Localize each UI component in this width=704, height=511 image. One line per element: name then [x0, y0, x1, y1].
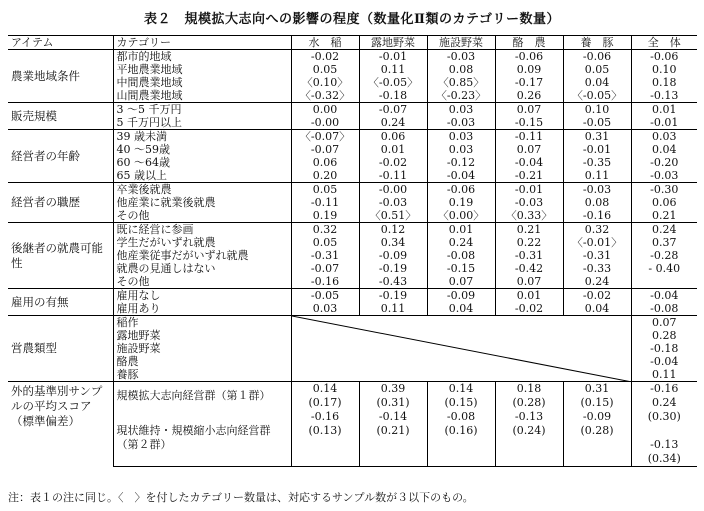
category-label: 40 〜59歳 [113, 143, 291, 156]
value-cell: -0.15 [495, 116, 563, 130]
value-cell: -0.03 [427, 50, 495, 64]
value-cell: -0.08 [631, 302, 697, 316]
diagonal-line [292, 316, 632, 382]
value-cell: 〈0.85〉 [427, 76, 495, 89]
value-cell: -0.11 [291, 196, 359, 209]
category-label: 就農の見通しはない [113, 262, 291, 275]
value-cell: -0.42 [495, 262, 563, 275]
value-cell: 0.05 [291, 63, 359, 76]
category-label: 既に経営に参画 [113, 223, 291, 237]
value-cell: 0.11 [359, 302, 427, 316]
value-cell: -0.08 [427, 249, 495, 262]
value-cell: 0.11 [359, 63, 427, 76]
header-pig: 養 豚 [563, 36, 631, 50]
value-cell [427, 410, 495, 467]
value-cell: - 0.40 [631, 262, 697, 275]
score-mean: -0.16 [310, 410, 340, 423]
table-note: 注：表１の注に同じ。〈 〉を付したカテゴリー数量は、対応するサンプル数が３以下のもの。 [8, 491, 474, 504]
value-cell: -0.01 [563, 143, 631, 156]
item-label: 雇用の有無 [8, 289, 113, 316]
header-item: アイテム [8, 36, 113, 50]
value-cell: -0.06 [563, 50, 631, 64]
score-mean: 0.14 [312, 382, 338, 395]
value-cell: 0.26 [495, 89, 563, 103]
value-cell: -0.28 [631, 249, 697, 262]
value-cell: 0.34 [359, 236, 427, 249]
value-cell: -0.00 [291, 116, 359, 130]
category-label: 学生だがいずれ就農 [113, 236, 291, 249]
value-cell: 0.04 [631, 143, 697, 156]
value-cell: -0.05 [563, 116, 631, 130]
value-cell: 0.01 [359, 143, 427, 156]
value-cell: -0.02 [495, 302, 563, 316]
category-label: 雇用あり [113, 302, 291, 316]
value-cell [359, 382, 427, 411]
value-cell [563, 382, 631, 411]
category-label: 山間農業地域 [113, 89, 291, 103]
score-sd: (0.24) [512, 424, 546, 437]
category-label: 施設野菜 [113, 342, 291, 355]
category-label: その他 [113, 275, 291, 289]
category-label: 60 〜64歳 [113, 156, 291, 169]
value-cell: 〈-0.32〉 [291, 89, 359, 103]
value-cell: 0.07 [427, 275, 495, 289]
value-cell: -0.06 [631, 50, 697, 64]
item-label: 経営者の年齢 [8, 130, 113, 183]
score-mean: -0.08 [446, 410, 476, 423]
value-cell: 0.06 [359, 130, 427, 144]
value-cell: -0.09 [359, 249, 427, 262]
value-cell: -0.07 [291, 262, 359, 275]
value-cell: 〈-0.05〉 [359, 76, 427, 89]
score-sd: (0.21) [376, 424, 410, 437]
table-row [8, 50, 697, 64]
value-cell: 0.06 [631, 196, 697, 209]
table-row [8, 103, 697, 117]
item-label: 営農類型 [8, 316, 113, 382]
value-cell: -0.16 [563, 209, 631, 223]
value-cell: 0.32 [563, 223, 631, 237]
item-label: 農業地域条件 [8, 50, 113, 103]
category-label: 現状維持・規模縮小志向経営群（第２群） [113, 410, 291, 467]
value-cell: -0.15 [427, 262, 495, 275]
value-cell: 0.19 [291, 209, 359, 223]
value-cell: 0.21 [631, 209, 697, 223]
score-total: -0.13 [650, 438, 679, 451]
value-cell: 〈0.51〉 [359, 209, 427, 223]
value-cell: -0.18 [359, 89, 427, 103]
header-dairy: 酪 農 [495, 36, 563, 50]
value-cell: 0.01 [495, 289, 563, 303]
value-cell: 0.21 [495, 223, 563, 237]
value-cell: -0.01 [495, 183, 563, 197]
value-cell: -0.11 [359, 169, 427, 183]
item-label: 外的基準別サンプルの平均スコア（標準偏差） [8, 382, 113, 467]
value-cell: 〈-0.01〉 [563, 236, 631, 249]
header-greenhouse-vegetables: 施設野菜 [427, 36, 495, 50]
value-cell: -0.16 [291, 275, 359, 289]
score-mean: -0.14 [378, 410, 408, 423]
value-cell: 0.18 [631, 76, 697, 89]
value-cell: 0.00 [291, 103, 359, 117]
category-label: 他産業従事だがいずれ就農 [113, 249, 291, 262]
value-cell [359, 410, 427, 467]
item-label: 後継者の就農可能性 [8, 223, 113, 289]
score-mean: 0.18 [516, 382, 542, 395]
value-cell [631, 410, 697, 467]
value-cell: -0.04 [631, 355, 697, 368]
value-cell: 0.24 [631, 223, 697, 237]
value-cell: 0.08 [563, 196, 631, 209]
value-cell: -0.03 [631, 169, 697, 183]
category-label: 酪農 [113, 355, 291, 368]
value-cell: -0.06 [427, 183, 495, 197]
value-cell [631, 275, 697, 289]
item-label: 販売規模 [8, 103, 113, 130]
value-cell: 〈-0.23〉 [427, 89, 495, 103]
value-cell: -0.19 [359, 289, 427, 303]
value-cell [631, 382, 697, 411]
value-cell: -0.31 [495, 249, 563, 262]
value-cell: 0.01 [427, 223, 495, 237]
score-total: -0.16 [650, 382, 679, 395]
value-cell: 0.06 [291, 156, 359, 169]
category-label: 露地野菜 [113, 329, 291, 342]
value-cell: -0.12 [427, 156, 495, 169]
score-mean: -0.13 [514, 410, 544, 423]
score-sd: (0.15) [580, 396, 614, 409]
value-cell [495, 382, 563, 411]
table-body [8, 50, 697, 467]
value-cell: -0.07 [359, 103, 427, 117]
value-cell: -0.11 [495, 130, 563, 144]
value-cell: 0.07 [631, 316, 697, 330]
value-cell: 0.28 [631, 329, 697, 342]
value-cell: -0.31 [291, 249, 359, 262]
category-label: 規模拡大志向経営群（第１群） [113, 382, 291, 411]
value-cell: 0.37 [631, 236, 697, 249]
value-cell: 0.01 [631, 103, 697, 117]
score-mean: 0.39 [380, 382, 406, 395]
value-cell: 0.10 [563, 103, 631, 117]
value-cell: 0.09 [495, 63, 563, 76]
value-cell: -0.01 [359, 50, 427, 64]
value-cell: -0.13 [631, 89, 697, 103]
value-cell: 0.32 [291, 223, 359, 237]
value-cell: -0.04 [427, 169, 495, 183]
category-label: 雇用なし [113, 289, 291, 303]
value-cell: 0.20 [291, 169, 359, 183]
score-sd: (0.28) [512, 396, 546, 409]
value-cell: -0.03 [563, 183, 631, 197]
value-cell: 0.19 [427, 196, 495, 209]
value-cell: -0.03 [495, 196, 563, 209]
score-mean: 0.31 [584, 382, 610, 395]
value-cell: -0.03 [427, 116, 495, 130]
table-row [8, 382, 697, 411]
category-label: 都市的地域 [113, 50, 291, 64]
table-row [8, 183, 697, 197]
value-cell: -0.06 [495, 50, 563, 64]
value-cell: -0.05 [291, 289, 359, 303]
value-cell: -0.43 [359, 275, 427, 289]
value-cell [427, 382, 495, 411]
score-mean: 0.14 [448, 382, 474, 395]
score-total: 0.24 [652, 396, 677, 409]
score-sd: (0.13) [308, 424, 342, 437]
value-cell: 0.31 [563, 130, 631, 144]
value-cell: 〈-0.07〉 [291, 130, 359, 144]
table-row [8, 289, 697, 303]
value-cell: -0.01 [631, 116, 697, 130]
value-cell: -0.31 [563, 249, 631, 262]
value-cell: -0.17 [495, 76, 563, 89]
no-data-area [291, 316, 631, 382]
category-label: 39 歳未満 [113, 130, 291, 144]
value-cell: 0.07 [495, 143, 563, 156]
value-cell: 0.03 [427, 130, 495, 144]
score-total: (0.30) [647, 410, 681, 423]
table-header [8, 36, 697, 50]
value-cell [291, 410, 359, 467]
item-label: 経営者の職歴 [8, 183, 113, 223]
value-cell: -0.07 [291, 143, 359, 156]
value-cell: 0.10 [631, 63, 697, 76]
value-cell: -0.03 [359, 196, 427, 209]
table-row [8, 130, 697, 144]
category-label: 5 千万円以上 [113, 116, 291, 130]
value-cell: -0.04 [495, 156, 563, 169]
score-sd: (0.28) [580, 424, 614, 437]
value-cell: 0.03 [427, 103, 495, 117]
value-cell: 0.07 [495, 103, 563, 117]
score-sd: (0.31) [376, 396, 410, 409]
value-cell: 0.03 [427, 143, 495, 156]
value-cell: 0.12 [359, 223, 427, 237]
value-cell: -0.20 [631, 156, 697, 169]
value-cell: 0.03 [631, 130, 697, 144]
value-cell: 0.07 [495, 275, 563, 289]
value-cell: -0.09 [427, 289, 495, 303]
category-label: 養豚 [113, 368, 291, 382]
category-label: 中間農業地域 [113, 76, 291, 89]
category-label: 3 〜5 千万円 [113, 103, 291, 117]
value-cell: 0.08 [427, 63, 495, 76]
value-cell [495, 410, 563, 467]
category-label: 他産業に就業後就農 [113, 196, 291, 209]
value-cell: 〈-0.05〉 [563, 89, 631, 103]
value-cell: 0.05 [291, 183, 359, 197]
score-sd: (0.17) [308, 396, 342, 409]
header-total: 全 体 [631, 36, 697, 50]
value-cell: -0.02 [359, 156, 427, 169]
header-category: カテゴリー [113, 36, 291, 50]
category-label: その他 [113, 209, 291, 223]
value-cell: 0.11 [631, 368, 697, 382]
score-sd: (0.16) [444, 424, 478, 437]
value-cell: -0.00 [359, 183, 427, 197]
value-cell: -0.21 [495, 169, 563, 183]
table-row [8, 316, 697, 330]
value-cell: -0.35 [563, 156, 631, 169]
value-cell: 〈0.33〉 [495, 209, 563, 223]
value-cell: 0.24 [563, 275, 631, 289]
value-cell: -0.04 [631, 289, 697, 303]
value-cell: 0.04 [563, 76, 631, 89]
value-cell: -0.30 [631, 183, 697, 197]
table-title: 表２ 規模拡大志向への影響の程度（数量化Ⅱ類のカテゴリー数量） [144, 12, 560, 27]
value-cell: 0.24 [427, 236, 495, 249]
value-cell: 〈0.10〉 [291, 76, 359, 89]
category-label: 卒業後就農 [113, 183, 291, 197]
value-cell [563, 410, 631, 467]
value-cell: -0.02 [291, 50, 359, 64]
value-cell: 0.03 [291, 302, 359, 316]
value-cell: 0.04 [563, 302, 631, 316]
category-label: 平地農業地域 [113, 63, 291, 76]
value-cell: 0.11 [563, 169, 631, 183]
value-cell: -0.18 [631, 342, 697, 355]
category-label: 65 歳以上 [113, 169, 291, 183]
value-cell [291, 382, 359, 411]
value-cell: 〈0.00〉 [427, 209, 495, 223]
category-quantities-table [8, 35, 697, 467]
value-cell: -0.02 [563, 289, 631, 303]
value-cell: 0.24 [359, 116, 427, 130]
table-row [8, 223, 697, 237]
header-field-vegetables: 露地野菜 [359, 36, 427, 50]
value-cell: 0.22 [495, 236, 563, 249]
value-cell: -0.33 [563, 262, 631, 275]
category-label: 稲作 [113, 316, 291, 330]
score-sd: (0.15) [444, 396, 478, 409]
score-mean: -0.09 [582, 410, 612, 423]
value-cell: 0.04 [427, 302, 495, 316]
value-cell: 0.05 [563, 63, 631, 76]
value-cell: 0.05 [291, 236, 359, 249]
header-rice: 水 稲 [291, 36, 359, 50]
score-total: (0.34) [647, 452, 681, 465]
value-cell: -0.19 [359, 262, 427, 275]
